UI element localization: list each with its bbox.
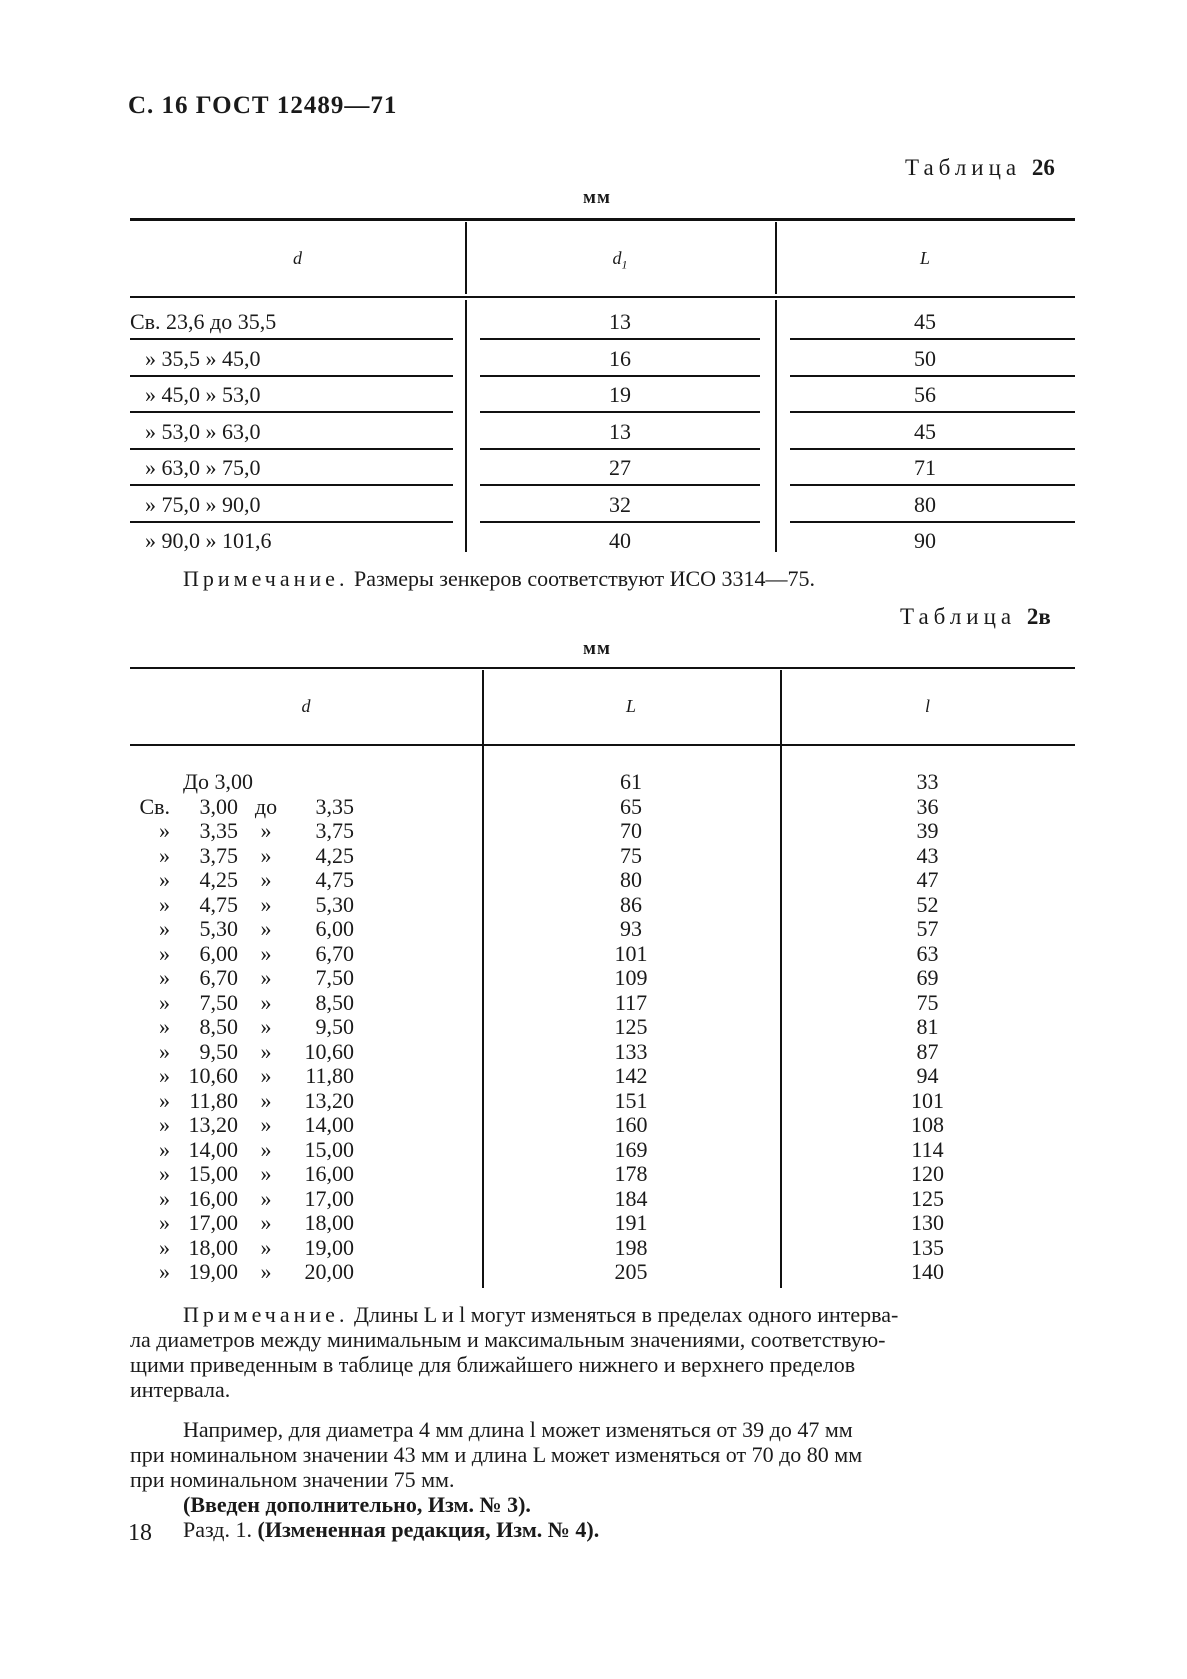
cell-L: 50 [914, 345, 936, 371]
example-line: при номинальном значении 75 мм. [130, 1467, 455, 1492]
table-row [0, 966, 1187, 991]
cell-d-from: 18,00 [188, 1234, 238, 1260]
cell-d-from: 9,50 [199, 1038, 238, 1064]
cell-d-to: 3,75 [315, 818, 354, 843]
table-note [183, 565, 815, 593]
cell-d-to: 17,00 [304, 1185, 354, 1211]
amendment-text: (Измененная редакция, Изм. № 4). [257, 1517, 600, 1542]
cell-L: 160 [614, 1112, 648, 1137]
cell-d1: 27 [609, 455, 631, 480]
cell-d-prefix: » [159, 1014, 170, 1039]
table-caption-number: 26 [1031, 155, 1055, 180]
table-row [0, 1040, 1187, 1065]
table-row [0, 450, 1187, 486]
table-row [0, 487, 1187, 523]
note-label: Примечание. [183, 566, 349, 591]
cell-l: 140 [911, 1259, 944, 1284]
header-L: L [625, 696, 636, 716]
cell-d-connector: » [260, 1063, 272, 1088]
cell-d-connector: » [260, 1014, 272, 1039]
cell-d-prefix: Св. [139, 793, 170, 819]
cell-l: 125 [911, 1185, 944, 1211]
cell-l: 87 [916, 1038, 939, 1064]
cell-d-to: 18,00 [304, 1210, 354, 1235]
cell-l: 94 [916, 1063, 939, 1088]
cell-d1: 13 [609, 418, 631, 444]
cell-d-connector: » [260, 867, 272, 892]
table-row [0, 1064, 1187, 1089]
cell-d-to: 13,20 [304, 1087, 354, 1113]
amendment-line [130, 1517, 1075, 1542]
cell-d: » 63,0 » 75,0 [145, 455, 261, 480]
table-row [0, 991, 1187, 1016]
cell-d1: 13 [609, 309, 631, 334]
table-caption-number: 2в [1026, 604, 1051, 629]
cell-d-connector: » [260, 1210, 272, 1235]
table-row [0, 917, 1187, 942]
table-row [0, 819, 1187, 844]
table-top-rule [130, 218, 1075, 221]
cell-d-from: 8,50 [199, 1014, 238, 1039]
table-row [0, 770, 1187, 795]
table-row [0, 1015, 1187, 1040]
cell-L: 75 [620, 842, 642, 868]
cell-d-from: 4,75 [199, 891, 238, 917]
cell-l: 43 [916, 842, 939, 868]
cell-l: 57 [916, 916, 939, 941]
cell-d-connector: » [260, 1259, 272, 1284]
cell-d-connector: » [260, 1161, 272, 1186]
cell-L: 133 [614, 1038, 648, 1064]
cell-L: 169 [614, 1136, 648, 1162]
cell-l: 36 [916, 793, 939, 819]
cell-l: 69 [916, 965, 939, 990]
cell-d-from: 3,35 [199, 818, 238, 843]
table-row [0, 1162, 1187, 1187]
cell-d-connector: » [260, 818, 272, 843]
cell-d-to: 4,75 [315, 867, 354, 892]
cell-d-from: 6,00 [199, 940, 238, 966]
cell-l: 120 [911, 1161, 944, 1186]
cell-d-from: 15,00 [188, 1161, 238, 1186]
cell-L: 178 [614, 1161, 648, 1186]
table-caption-word: Таблица [900, 604, 1017, 629]
cell-L: 80 [620, 867, 642, 892]
cell-L: 205 [614, 1259, 648, 1284]
cell-d-prefix: » [159, 989, 170, 1015]
cell-d-connector: » [260, 940, 272, 966]
cell-L: 93 [620, 916, 642, 941]
cell-d1: 16 [609, 345, 631, 371]
cell-L: 61 [620, 769, 642, 794]
cell-d-to: 7,50 [315, 965, 354, 990]
cell-d-prefix: » [159, 1259, 170, 1284]
cell-d-prefix: » [159, 1087, 170, 1113]
cell-d-prefix: » [159, 916, 170, 941]
cell-d-to: 8,50 [315, 989, 354, 1015]
table-row [0, 893, 1187, 918]
cell-l: 47 [916, 867, 939, 892]
cell-L: 56 [914, 382, 936, 407]
note-line: интервала. [130, 1377, 231, 1402]
cell-d-to: 11,80 [305, 1063, 354, 1088]
cell-L: 45 [914, 309, 936, 334]
cell-d-connector: » [260, 965, 272, 990]
cell-d-prefix: » [159, 1112, 170, 1137]
cell-L: 184 [614, 1185, 648, 1211]
cell-L: 109 [614, 965, 648, 990]
cell-d: » 45,0 » 53,0 [145, 382, 261, 407]
cell-d-prefix: » [159, 940, 170, 966]
cell-d-to: 14,00 [304, 1112, 354, 1137]
page-number: 18 [128, 1520, 152, 1546]
cell-l: 52 [916, 891, 939, 917]
cell-l: 63 [916, 940, 939, 966]
cell-l: 33 [916, 769, 939, 794]
cell-d-connector: » [260, 1038, 272, 1064]
note-text: Размеры зенкеров соответствуют ИСО 3314—75. [353, 566, 816, 591]
table-row [0, 377, 1187, 413]
cell-d-prefix: » [159, 1038, 170, 1064]
cell-d-prefix: » [159, 867, 170, 892]
cell-L: 70 [620, 818, 642, 843]
cell-L: 142 [614, 1063, 648, 1088]
cell-L: 45 [914, 418, 936, 444]
table-row [0, 1113, 1187, 1138]
table-unit: мм [583, 638, 611, 659]
header-rule [130, 744, 1075, 746]
table-row [0, 341, 1187, 377]
table-caption-word: Таблица [905, 155, 1022, 180]
header-d1 [465, 248, 775, 273]
cell-L: 191 [614, 1210, 648, 1235]
header-rule [130, 296, 1075, 298]
cell-L: 117 [614, 989, 648, 1015]
cell-d-from: 10,60 [188, 1063, 238, 1088]
cell-d-to: 9,50 [315, 1014, 354, 1039]
cell-d-from: 4,25 [199, 867, 238, 892]
cell-d-to: 6,70 [315, 940, 354, 966]
cell-d: » 75,0 » 90,0 [145, 491, 261, 517]
table-row [0, 1187, 1187, 1212]
cell-d-from: 3,00 [199, 793, 238, 819]
cell-L: 90 [914, 528, 936, 553]
cell-l: 114 [911, 1136, 944, 1162]
cell-d-connector: до [254, 793, 278, 819]
cell-l: 135 [911, 1234, 944, 1260]
cell-L: 101 [614, 940, 648, 966]
example-line: при номинальном значении 43 мм и длина L может изменяться от 70 до 80 мм [130, 1442, 863, 1467]
cell-d-from: 14,00 [188, 1136, 238, 1162]
cell-d-prefix: » [159, 1136, 170, 1162]
cell-d-from: 6,70 [199, 965, 238, 990]
cell-d: » 35,5 » 45,0 [145, 345, 261, 371]
cell-d-from: 11,80 [189, 1087, 238, 1113]
cell-L: 125 [614, 1014, 648, 1039]
cell-d-from: 19,00 [188, 1259, 238, 1284]
amendment-line: (Введен дополнительно, Изм. № 3). [183, 1492, 531, 1517]
table-top-rule [130, 667, 1075, 669]
header-d1-letter: d [612, 248, 622, 268]
cell-d-from: 7,50 [199, 989, 238, 1015]
cell-d-connector: » [260, 1185, 272, 1211]
cell-L: 198 [614, 1234, 648, 1260]
cell-d-to: 16,00 [304, 1161, 354, 1186]
cell-d: » 53,0 » 63,0 [145, 418, 261, 444]
cell-d-connector: » [260, 1112, 272, 1137]
cell-d-prefix: » [159, 891, 170, 917]
cell-d-to: 5,30 [315, 891, 354, 917]
table-row [0, 868, 1187, 893]
table-row [0, 1260, 1187, 1285]
cell-d-to: 4,25 [315, 842, 354, 868]
cell-d-prefix: » [159, 1210, 170, 1235]
table-caption [900, 604, 1051, 630]
table-unit: мм [583, 187, 611, 208]
header-d1-subscript: 1 [621, 257, 628, 272]
header-d: d [293, 248, 302, 268]
table-row [0, 523, 1187, 559]
cell-L: 80 [914, 491, 936, 517]
table-row [0, 414, 1187, 450]
cell-d-prefix: » [159, 818, 170, 843]
cell-L: 86 [620, 891, 642, 917]
note-line: ла диаметров между минимальным и максимальным значениями, соответствую- [130, 1327, 886, 1352]
cell-d1: 19 [609, 382, 631, 407]
page-header: С. 16 ГОСТ 12489—71 [128, 92, 398, 119]
cell-d1: 40 [609, 528, 631, 553]
cell-d-connector: » [260, 842, 272, 868]
note-text: Длины L и l могут изменяться в пределах одного интерва- [353, 1302, 899, 1327]
header-L: L [919, 248, 930, 268]
table-row [0, 1089, 1187, 1114]
cell-l: 81 [916, 1014, 939, 1039]
cell-l: 75 [916, 989, 939, 1015]
cell-d-to: 6,00 [315, 916, 354, 941]
cell-d-from: 13,20 [188, 1112, 238, 1137]
table-row [0, 844, 1187, 869]
cell-d-prefix: » [159, 965, 170, 990]
note-line: щими приведенным в таблице для ближайшего нижнего и верхнего пределов [130, 1352, 856, 1377]
note-line [130, 1302, 1075, 1327]
cell-d-connector: » [260, 989, 272, 1015]
example-line: Например, для диаметра 4 мм длина l может изменяться от 39 до 47 мм [183, 1417, 853, 1442]
table-caption [905, 155, 1055, 181]
table-row [0, 942, 1187, 967]
table-row [0, 1138, 1187, 1163]
example-paragraph [130, 1417, 1075, 1542]
cell-d-prefix: » [159, 842, 170, 868]
cell-l: 101 [911, 1087, 944, 1113]
cell-l: 108 [911, 1112, 944, 1137]
cell-L: 65 [620, 793, 642, 819]
cell-d-to: 15,00 [304, 1136, 354, 1162]
table-note [130, 1302, 1075, 1402]
cell-L: 71 [914, 455, 936, 480]
cell-d-to: 19,00 [304, 1234, 354, 1260]
cell-d-connector: » [260, 1087, 272, 1113]
cell-d: Св. 23,6 до 35,5 [130, 309, 277, 334]
note-label: Примечание. [183, 1302, 349, 1327]
cell-d-prefix: » [159, 1063, 170, 1088]
cell-d-from: 5,30 [199, 916, 238, 941]
cell-d-to: 3,35 [315, 793, 354, 819]
cell-d-prefix: » [159, 1161, 170, 1186]
cell-d-connector: » [260, 1136, 272, 1162]
table-row [0, 1211, 1187, 1236]
table-row [0, 304, 1187, 340]
cell-l: 130 [911, 1210, 944, 1235]
cell-d-connector: » [260, 1234, 272, 1260]
cell-d-to: 10,60 [304, 1038, 354, 1064]
cell-d1: 32 [609, 491, 631, 517]
cell-d-prefix: » [159, 1234, 170, 1260]
cell-d: » 90,0 » 101,6 [145, 528, 272, 553]
cell-L: 151 [614, 1087, 648, 1113]
table-row [0, 1236, 1187, 1261]
cell-d-connector: » [260, 916, 272, 941]
cell-d-from: 16,00 [188, 1185, 238, 1211]
cell-d-to: 20,00 [304, 1259, 354, 1284]
header-l: l [924, 696, 930, 716]
amendment-prefix: Разд. 1. [183, 1517, 252, 1542]
table-row [0, 795, 1187, 820]
cell-l: 39 [916, 818, 939, 843]
cell-d-connector: » [260, 891, 272, 917]
cell-d-from: 3,75 [199, 842, 238, 868]
header-d: d [301, 696, 311, 716]
cell-d-range: До 3,00 [183, 769, 254, 794]
cell-d-prefix: » [159, 1185, 170, 1211]
cell-d-from: 17,00 [188, 1210, 238, 1235]
